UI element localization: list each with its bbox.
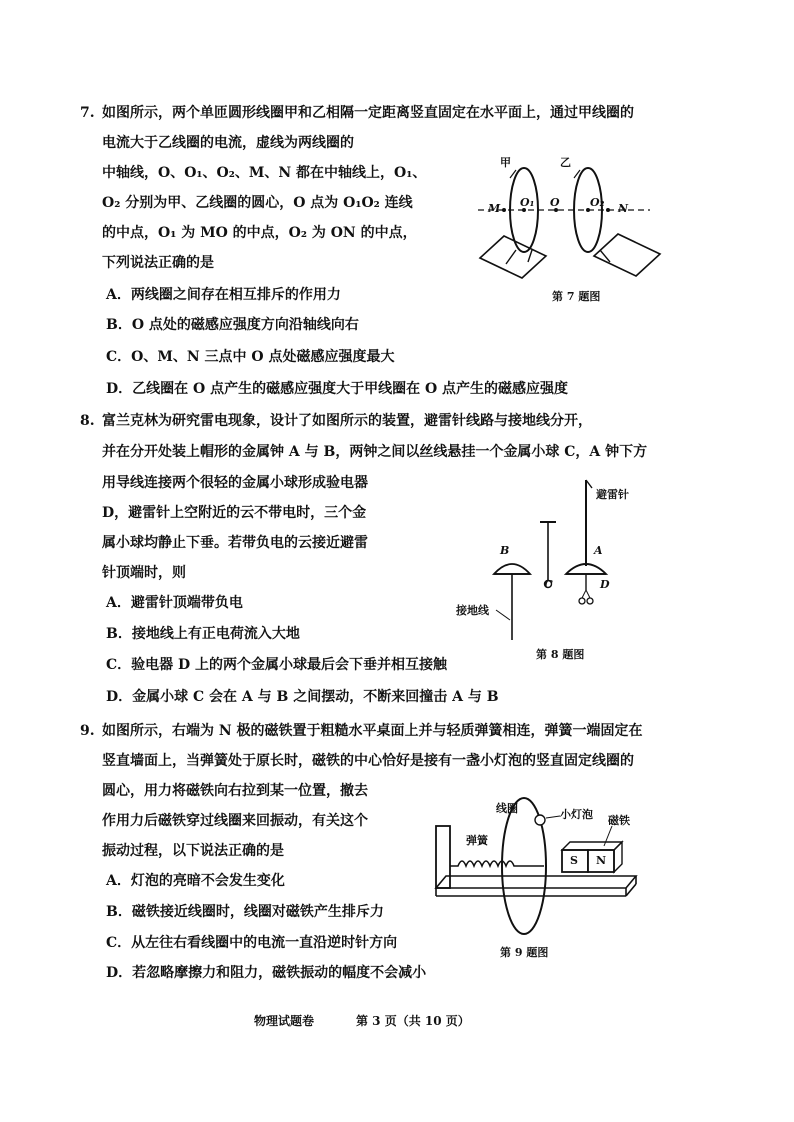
q7-label-N: N [618,202,629,215]
q7-label-M: M [488,202,501,215]
q8-line-6: 针顶端时，则 [102,565,186,581]
footer-subject: 物理试题卷 [254,1014,315,1028]
q8-option-b: B．接地线上有正电荷流入大地 [106,626,300,642]
footer-page-number: 第 3 页（共 10 页） [356,1014,470,1028]
q8-number: 8. [80,413,95,429]
q8-line-3: 用导线连接两个很轻的金属小球形成验电器 [102,475,368,491]
q9-line-1: 如图所示，右端为 N 极的磁铁置于粗糙水平桌面上并与轻质弹簧相连，弹簧一端固定在 [102,723,643,739]
q8-line-5: 属小球均静止下垂。若带负电的云接近避雷 [102,535,368,551]
q7-label-O1: O₁ [520,196,535,209]
q8-figure-caption: 第 8 题图 [536,648,585,661]
q8-label-D: D [600,578,610,591]
q8-label-B: B [500,544,510,557]
q9-bulb [535,815,545,825]
q8-option-d: D．金属小球 C 会在 A 与 B 之间摆动，不断来回撞击 A 与 B [106,689,499,705]
q9-option-b: B．磁铁接近线圈时，线圈对磁铁产生排斥力 [106,904,384,920]
q7-line-1: 如图所示，两个单匝圆形线圈甲和乙相隔一定距离竖直固定在水平面上，通过甲线圈的 [102,105,634,121]
q7-option-b: B．O 点处的磁感应强度方向沿轴线向右 [106,317,359,333]
q7-label-O: O [550,196,560,209]
q8-label-rod: 避雷针 [596,488,629,501]
q7-label-yi: 乙 [560,156,571,169]
q8-option-c: C．验电器 D 上的两个金属小球最后会下垂并相互接触 [106,657,448,673]
q7-label-O2: O₂ [590,196,605,209]
q9-label-magnet: 磁铁 [608,814,630,827]
q7-figure-caption: 第 7 题图 [552,290,601,303]
q7-line-5: 的中点，O₁ 为 MO 的中点，O₂ 为 ON 的中点， [102,225,417,241]
q7-line-4: O₂ 分别为甲、乙线圈的圆心，O 点为 O₁O₂ 连线 [102,195,413,211]
q9-option-c: C．从左往右看线圈中的电流一直沿逆时针方向 [106,935,398,951]
q9-spring [450,861,544,866]
q9-label-spring: 弹簧 [466,834,488,847]
q7-number: 7. [80,105,95,121]
q9-line-2: 竖直墙面上，当弹簧处于原长时，磁铁的中心恰好是接有一盏小灯泡的竖直固定线圈的 [102,753,634,769]
q9-label-coil: 线圈 [496,802,518,815]
q9-number: 9. [80,723,95,739]
q9-line-4: 作用力后磁铁穿过线圈来回振动，有关这个 [102,813,368,829]
q9-figure-caption: 第 9 题图 [500,946,549,959]
q8-line-1: 富兰克林为研究雷电现象，设计了如图所示的装置，避雷针线路与接地线分开， [102,413,592,429]
q9-option-a: A．灯泡的亮暗不会发生变化 [106,873,285,889]
q7-option-c: C．O、M、N 三点中 O 点处磁感应强度最大 [106,349,395,365]
q9-label-S: S [570,854,578,867]
q7-label-jia: 甲 [500,156,511,169]
q9-line-3: 圆心，用力将磁铁向右拉到某一位置，撤去 [102,783,368,799]
q7-option-a: A．两线圈之间存在相互排斥的作用力 [106,287,341,303]
q8-line-2: 并在分开处装上帽形的金属钟 A 与 B，两钟之间以丝线悬挂一个金属小球 C，A 钟下方 [102,444,648,460]
q8-label-ground: 接地线 [456,604,489,617]
q8-line-4: D，避雷针上空附近的云不带电时，三个金 [102,505,367,521]
q9-table [436,876,636,888]
q9-label-bulb: 小灯泡 [560,808,593,821]
q9-label-N: N [596,854,607,867]
q9-option-d: D．若忽略摩擦力和阻力，磁铁振动的幅度不会减小 [106,965,427,981]
q7-option-d: D．乙线圈在 O 点产生的磁感应强度大于甲线圈在 O 点产生的磁感应强度 [106,381,569,397]
q8-label-C: C [544,578,553,591]
q7-line-6: 下列说法正确的是 [102,255,214,271]
q8-option-a: A．避雷针顶端带负电 [106,595,243,611]
q8-label-A: A [594,544,603,557]
q7-line-2: 电流大于乙线圈的电流，虚线为两线圈的 [102,135,354,151]
q9-line-5: 振动过程，以下说法正确的是 [102,843,284,859]
q7-line-3: 中轴线，O、O₁、O₂、M、N 都在中轴线上，O₁、 [102,165,427,181]
